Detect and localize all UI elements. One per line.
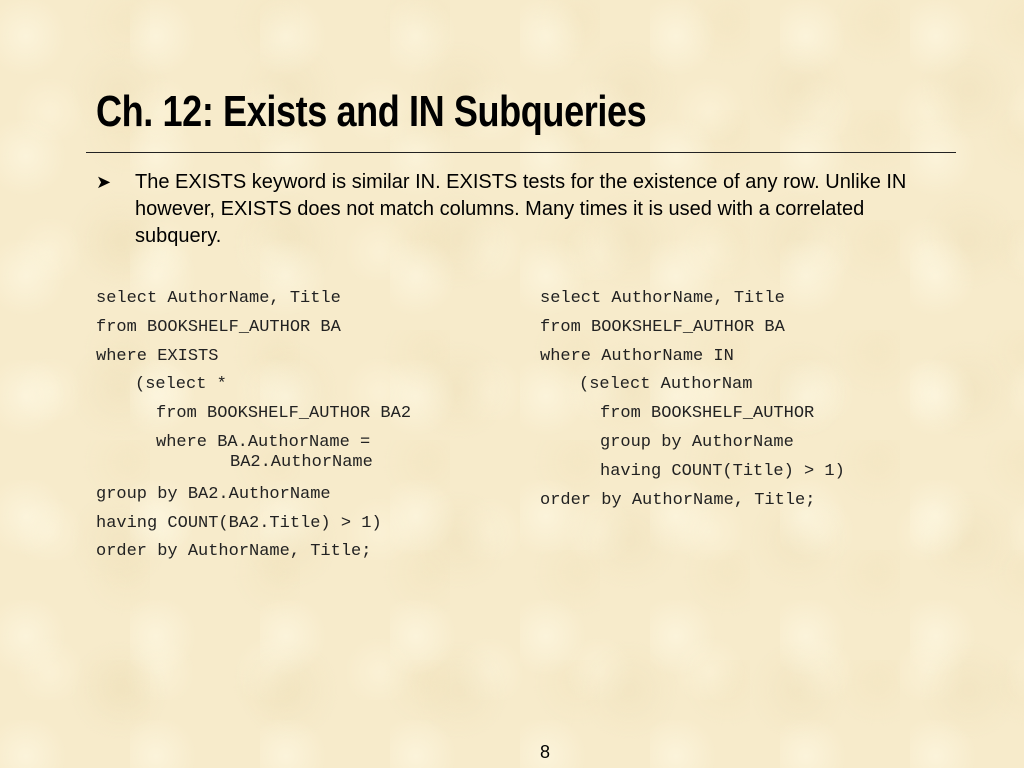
code-line: where EXISTS [96,346,219,366]
code-line: select AuthorName, Title [540,289,785,308]
code-line: from BOOKSHELF_AUTHOR BA [540,317,785,337]
code-line: where BA.AuthorName = [156,432,371,452]
code-line: order by AuthorName, Title; [540,490,816,510]
code-line: (select * [135,375,227,395]
bullet-text: The EXISTS keyword is similar IN. EXISTS tests for the existence of any row. Unlike IN however, EXISTS does not match columns. Many times it is used with a correlated subquery. [135,171,907,247]
code-line: from BOOKSHELF_AUTHOR [600,404,815,424]
exists-query-code [96,285,526,567]
code-line: order by AuthorName, Title; [96,542,372,562]
code-line: select AuthorName, Title [96,289,341,308]
code-line: group by AuthorName [600,432,794,452]
arrow-bullet-icon: ➤ [96,172,112,192]
code-line: having COUNT(BA2.Title) > 1) [96,513,382,533]
bullet-paragraph [96,169,946,250]
code-line: BA2.AuthorName [230,452,373,472]
code-line: (select AuthorNam [579,375,753,395]
in-query-code [540,285,970,515]
code-line: from BOOKSHELF_AUTHOR BA2 [156,404,412,424]
code-line: having COUNT(Title) > 1) [600,461,845,481]
page-number: 8 [540,742,551,762]
code-line: where AuthorName IN [540,346,734,366]
title-divider [86,152,956,153]
code-line: group by BA2.AuthorName [96,484,331,504]
code-line: from BOOKSHELF_AUTHOR BA [96,317,341,337]
slide-title: Ch. 12: Exists and IN Subqueries [96,87,647,136]
